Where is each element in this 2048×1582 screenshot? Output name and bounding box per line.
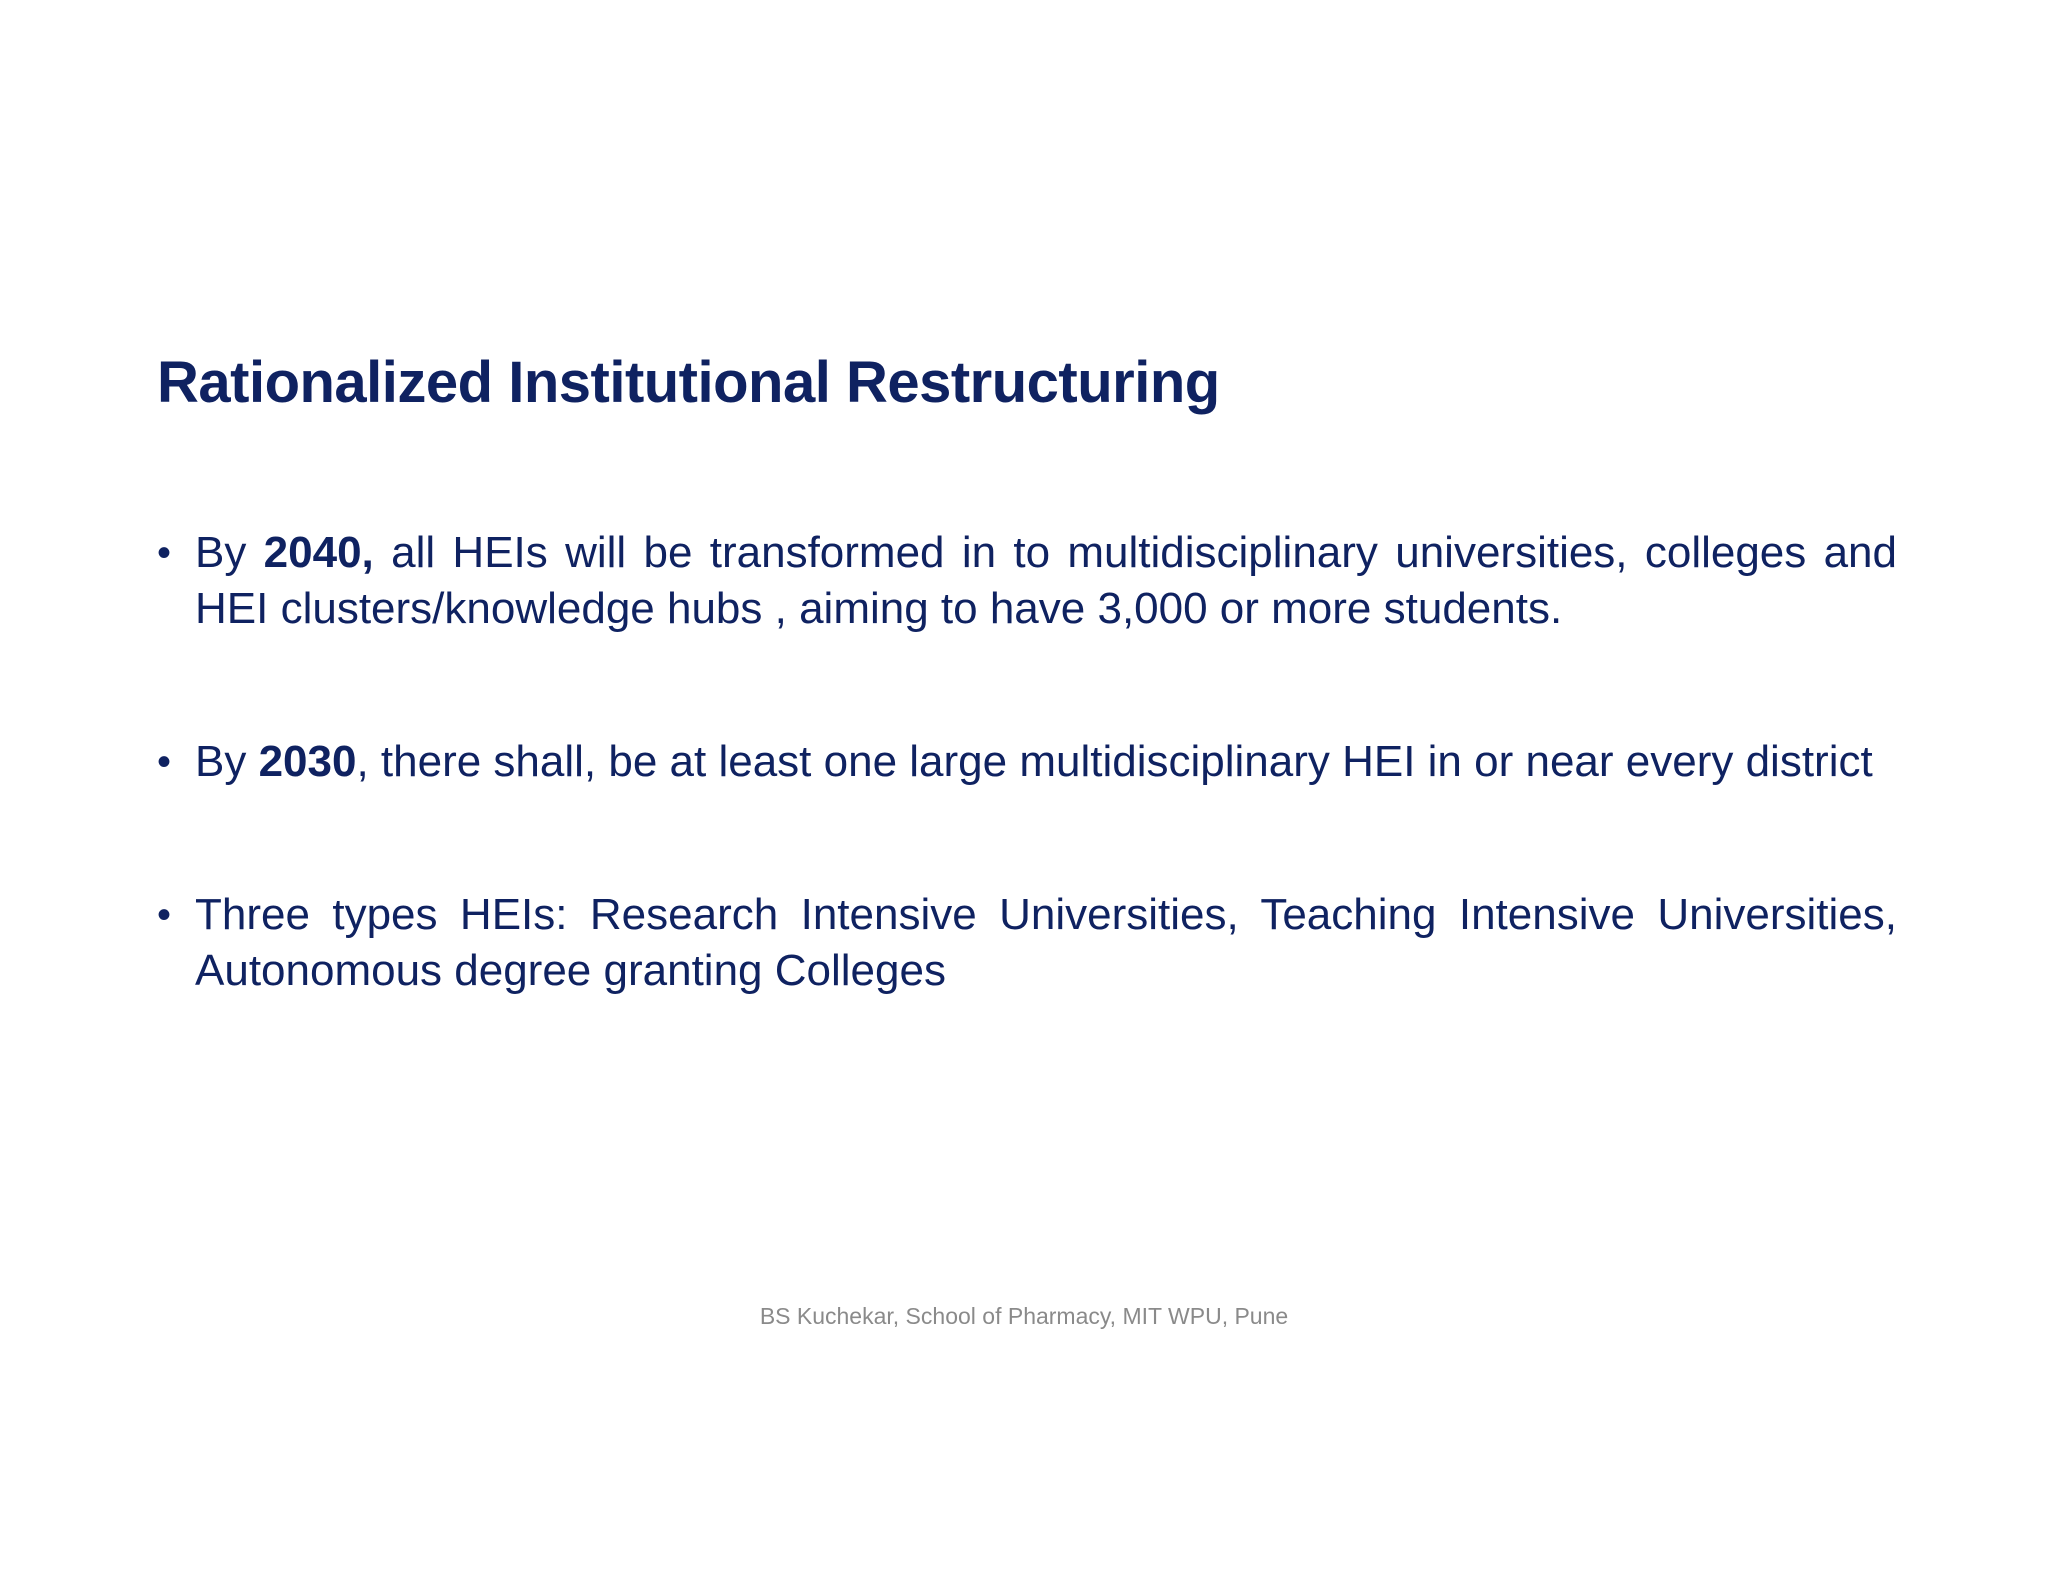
bullet-dot-icon: • xyxy=(157,740,172,784)
bullet-item-2040 xyxy=(157,525,1897,637)
bullet-prefix: By xyxy=(195,737,259,786)
bullet-text: Three types HEIs: Research Intensive Universities, Teaching Intensive Universities, Autonomous degree granting Colleges xyxy=(195,890,1897,995)
bullet-item-hei-types xyxy=(157,887,1897,999)
bullet-year: 2040, xyxy=(263,528,374,577)
bullet-year: 2030 xyxy=(258,737,357,786)
bullet-prefix: By xyxy=(195,528,264,577)
bullet-text: , there shall, be at least one large multidisciplinary HEI in or near every district xyxy=(356,737,1873,786)
slide-title: Rationalized Institutional Restructuring xyxy=(157,350,1220,415)
bullet-dot-icon: • xyxy=(157,893,172,937)
bullet-item-2030 xyxy=(157,734,1897,790)
bullet-text: all HEIs will be transformed in to multidisciplinary universities, colleges and HEI clusters/knowledge hubs , aiming to have 3,000 or more students. xyxy=(195,528,1898,633)
bullet-dot-icon: • xyxy=(157,531,172,575)
bullet-list xyxy=(157,525,1897,999)
slide-footer: BS Kuchekar, School of Pharmacy, MIT WPU, Pune xyxy=(759,1303,1289,1329)
